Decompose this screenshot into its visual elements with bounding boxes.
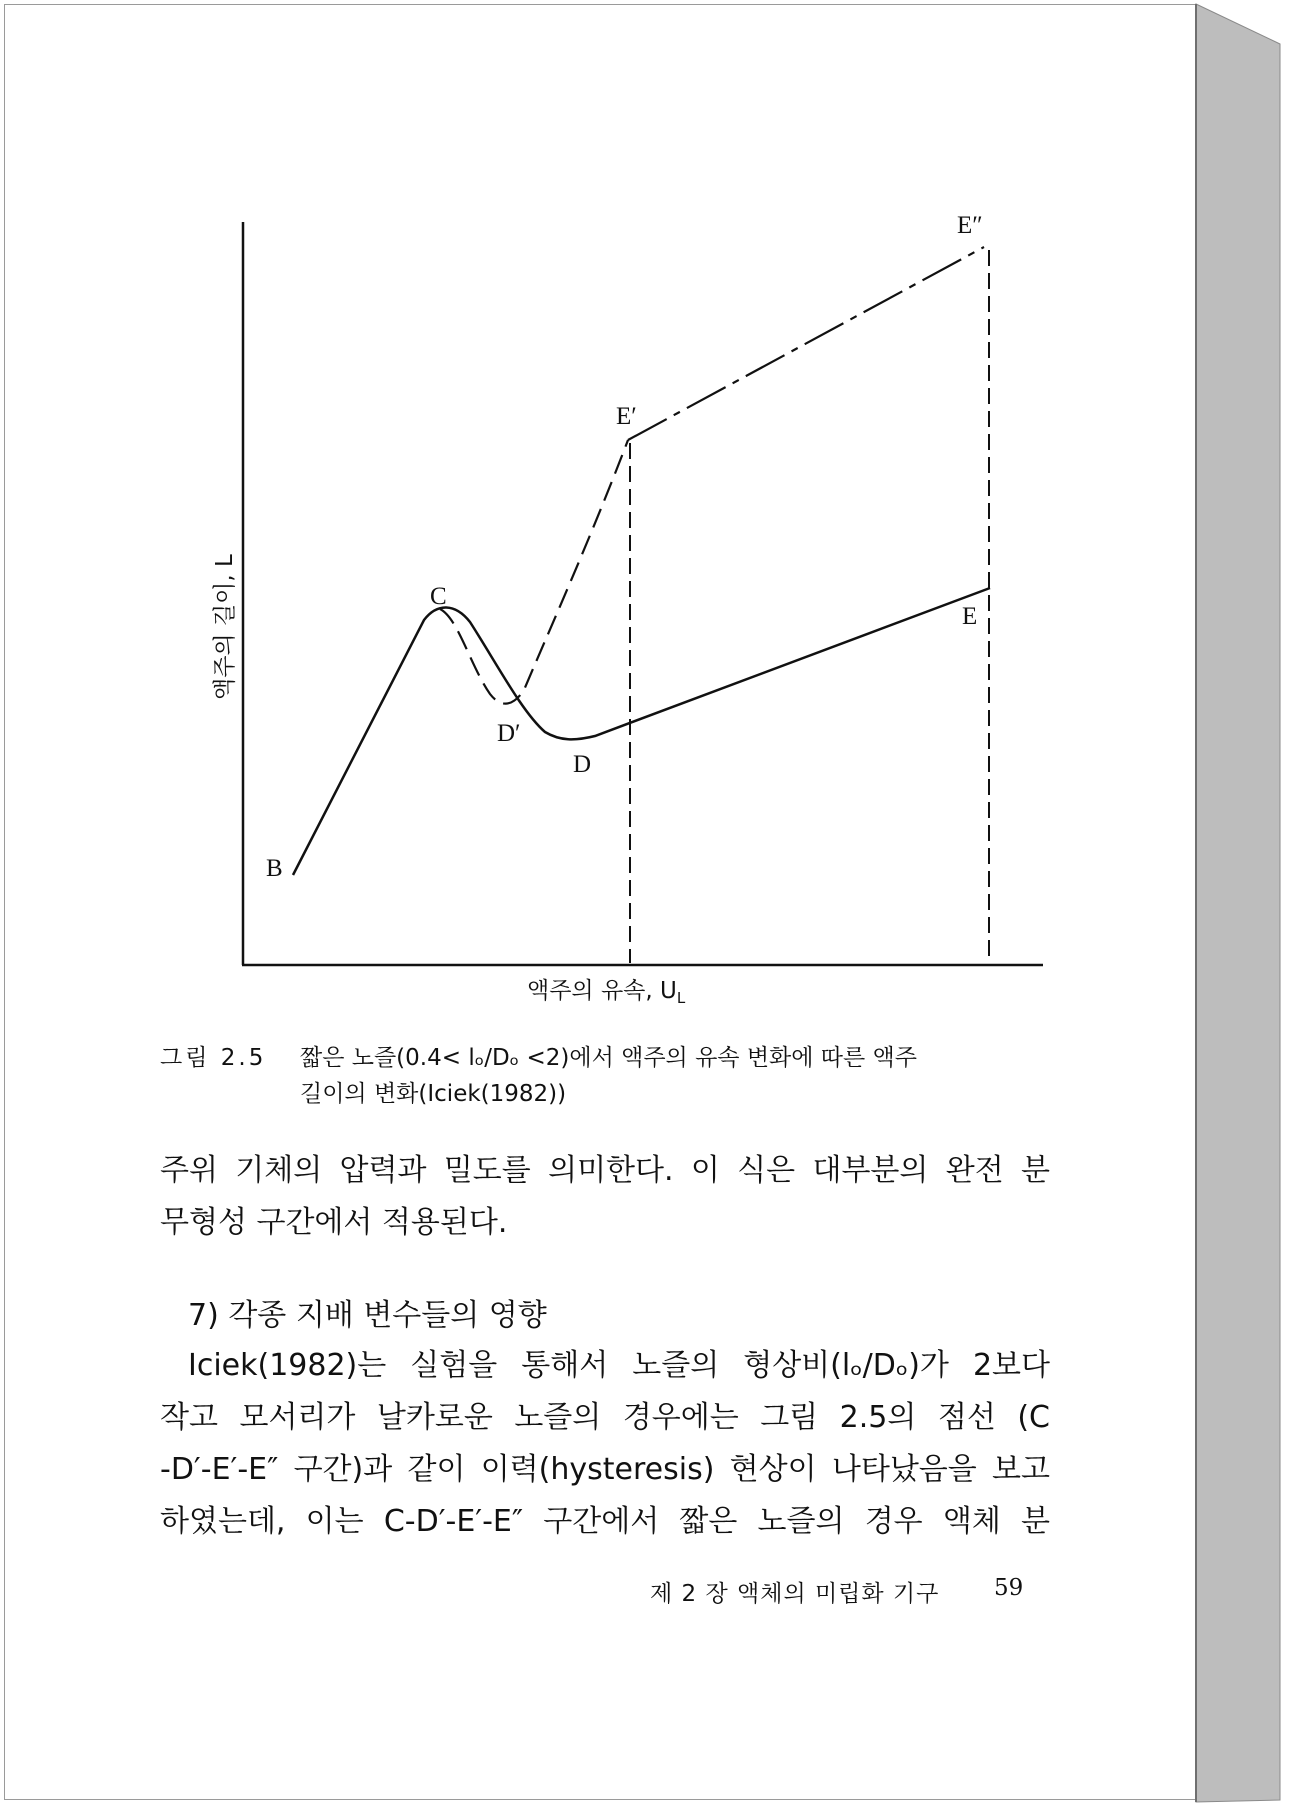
body-text-line: -D′-E′-E″ 구간)과 같이 이력(hysteresis) 현상이 나타났음을 보고 <box>160 1452 1050 1487</box>
point-label-d: D <box>573 751 592 778</box>
dashed-curve-c-d-prime <box>440 440 628 704</box>
point-label-b: B <box>266 855 283 882</box>
page-number: 59 <box>994 1575 1024 1601</box>
dash-line-e-prime-e-double-prime <box>628 247 984 440</box>
caption-line-2: 길이의 변화(Iciek(1982)) <box>300 1081 567 1107</box>
body-text-line: 주위 기체의 압력과 밀도를 의미한다. 이 식은 대부분의 완전 분 <box>160 1153 1050 1188</box>
solid-curve-b-c-d-e <box>293 588 990 875</box>
point-label-d-prime: D′ <box>497 720 521 747</box>
section-heading: 7) 각종 지배 변수들의 영향 <box>188 1298 547 1333</box>
point-label-e-double-prime: E″ <box>957 212 983 239</box>
point-label-e-prime: E′ <box>616 403 637 430</box>
point-label-c: C <box>430 583 447 610</box>
body-text-line: 무형성 구간에서 적용된다. <box>160 1205 508 1240</box>
caption-number: 그림 2.5 <box>160 1045 267 1071</box>
body-text-line: 작고 모서리가 날카로운 노즐의 경우에는 그림 2.5의 점선 (C <box>160 1400 1050 1435</box>
caption-text <box>300 1040 1060 1112</box>
x-axis-title: 액주의 유속, $U_L$ <box>527 978 686 1007</box>
y-axis-title: 액주의 길이, L <box>212 554 238 700</box>
running-footer: 제 2 장 액체의 미립화 기구 <box>650 1581 940 1607</box>
body-text-line: Iciek(1982)는 실험을 통해서 노즐의 형상비(lₒ/Dₒ)가 2보다 <box>188 1348 1050 1383</box>
body-text-line: 하였는데, 이는 C-D′-E′-E″ 구간에서 짧은 노즐의 경우 액체 분 <box>160 1504 1050 1539</box>
point-label-e: E <box>962 603 978 630</box>
caption-line-1: 짧은 노즐(0.4< lₒ/Dₒ <2)에서 액주의 유속 변화에 따른 액주 <box>300 1045 917 1071</box>
